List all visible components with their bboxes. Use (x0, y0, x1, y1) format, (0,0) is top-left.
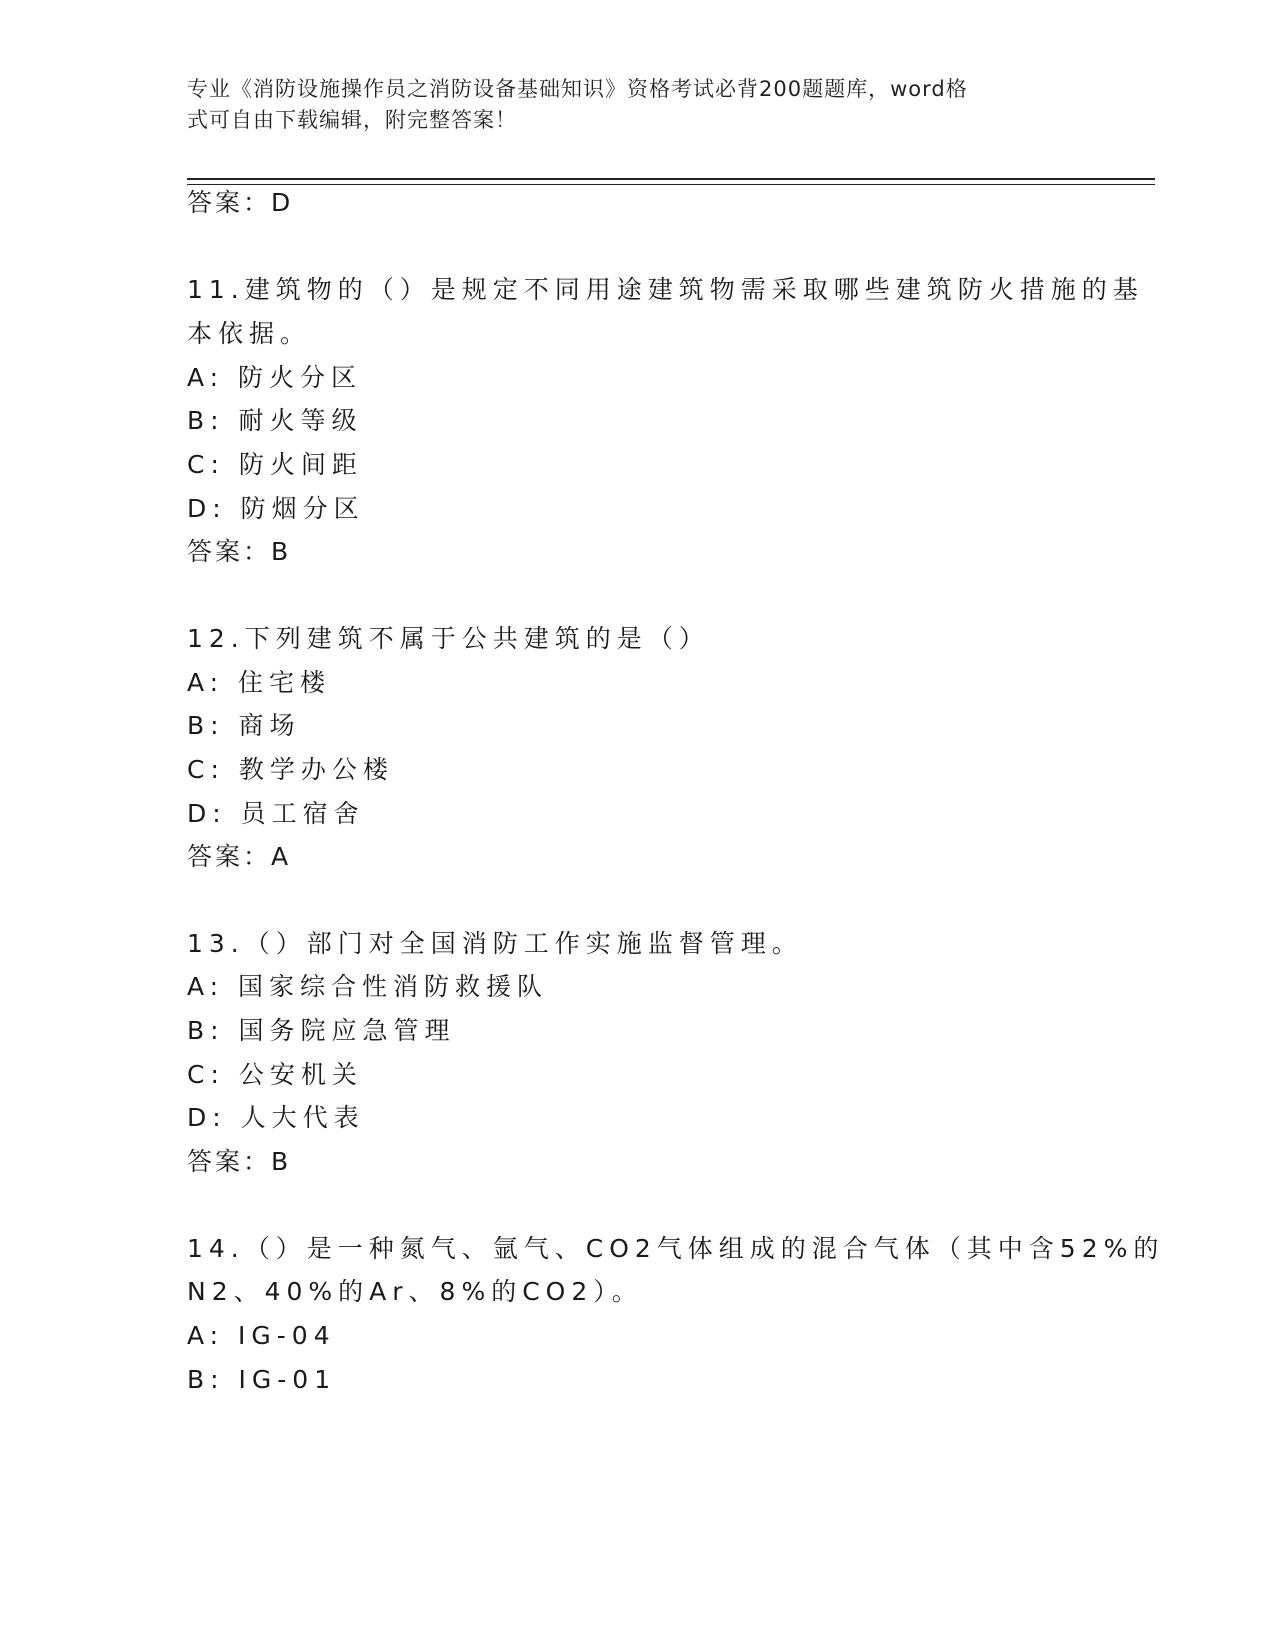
option-c: C: 防火间距 (187, 450, 363, 479)
header-divider-thin (187, 184, 1155, 185)
question-stem: 13.（）部门对全国消防工作实施监督管理。 (187, 929, 803, 958)
header-line-2: 式可自由下载编辑，附完整答案！ (187, 108, 517, 132)
option-b: B: 国务院应急管理 (187, 1016, 456, 1045)
option-c: C: 教学办公楼 (187, 755, 394, 784)
header-divider (187, 178, 1155, 180)
answer-line: 答案：B (187, 1147, 292, 1176)
question-stem: 11.建筑物的（）是规定不同用途建筑物需采取哪些建筑防火措施的基 (187, 275, 1144, 304)
header-line-1: 专业《消防设施操作员之消防设备基础知识》资格考试必背200题题库，word格 (187, 77, 968, 101)
option-b: B: 商场 (187, 711, 301, 740)
answer-line: 答案：B (187, 537, 292, 566)
option-d: D: 防烟分区 (187, 494, 365, 523)
option-c: C: 公安机关 (187, 1060, 363, 1089)
option-d: D: 人大代表 (187, 1103, 365, 1132)
question-stem: 12.下列建筑不属于公共建筑的是（） (187, 624, 710, 653)
question-stem-continued: 本依据。 (187, 319, 312, 348)
option-a: A: IG-04 (187, 1321, 336, 1350)
answer-line: 答案：A (187, 842, 292, 871)
option-b: B: IG-01 (187, 1365, 337, 1394)
question-stem: 14.（）是一种氮气、氩气、CO2气体组成的混合气体（其中含52%的 (187, 1234, 1165, 1263)
question-stem-continued: N2、40%的Ar、8%的CO2）。 (187, 1277, 643, 1306)
option-a: A: 住宅楼 (187, 668, 332, 697)
option-a: A: 防火分区 (187, 363, 363, 392)
document-header (187, 74, 1067, 136)
option-b: B: 耐火等级 (187, 406, 363, 435)
option-d: D: 员工宿舍 (187, 799, 365, 828)
option-a: A: 国家综合性消防救援队 (187, 972, 549, 1001)
answer-line: 答案：D (187, 188, 294, 217)
